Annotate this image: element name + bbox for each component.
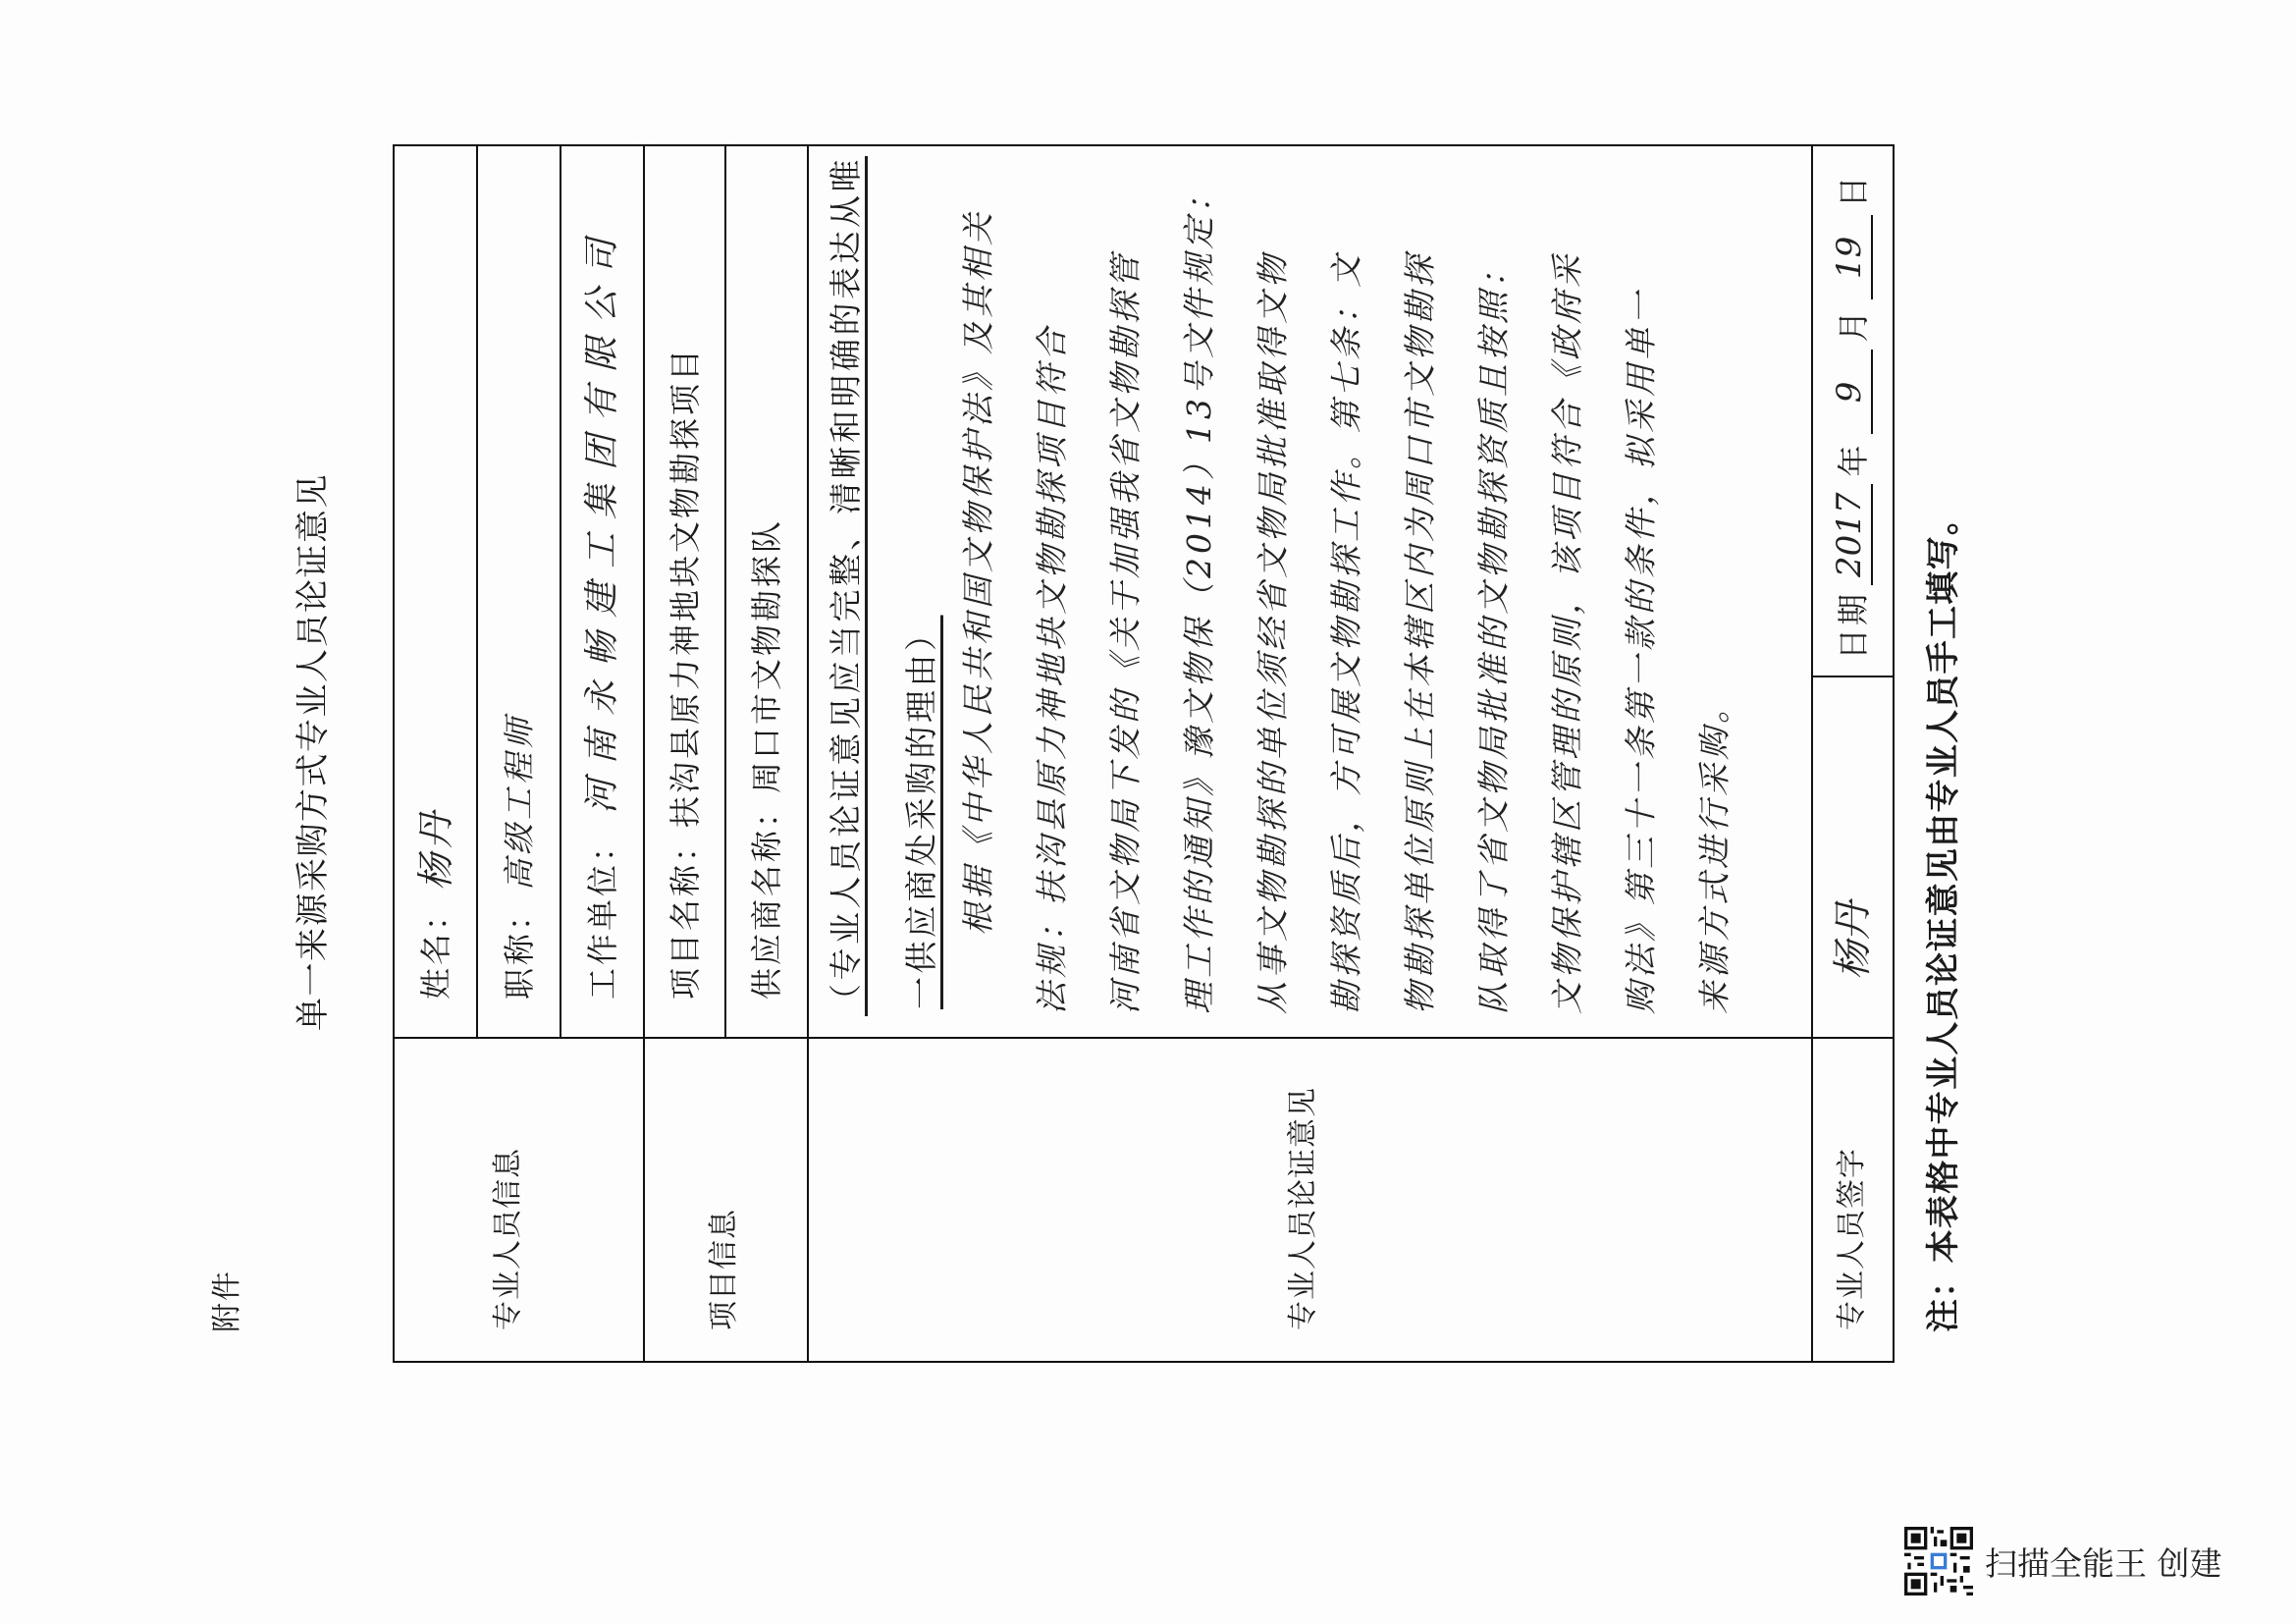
opinion-instruction-line: （专业人员论证意见应当完整、清晰和明确的表达从唯 — [827, 156, 865, 1016]
opinion-text-line: 购法》第三十一条第一款的条件，拟采用单一 — [1622, 288, 1660, 1014]
footer-note: 注：本表格中专业人员论证意见由专业人员手工填写。 — [1924, 500, 1963, 1332]
signature-value: 杨丹 — [1830, 901, 1876, 980]
opinion-text-line: 河南省文物局下发的《关于加强我省文物勘探管 — [1106, 251, 1145, 1014]
section-project-info: 项目信息 — [707, 1209, 741, 1330]
opinion-text-line: 从事文物勘探的单位须经省文物局批准取得文物 — [1254, 251, 1292, 1014]
signature-cell — [1813, 901, 1893, 980]
name-label: 姓名： — [416, 895, 454, 1000]
attachment-label: 附件 — [210, 1270, 244, 1332]
opinion-instruction-line: 一供应商处采购的理由） — [902, 615, 940, 1009]
job-title-row — [478, 714, 560, 1000]
date-label: 日期 — [1834, 590, 1872, 660]
project-name-row — [645, 347, 724, 1000]
opinion-text-line: 勘探资质后，方可展文物勘探工作。第七条：文 — [1327, 251, 1365, 1014]
opinion-text-line: 队取得了省文物局批准的文物勘探资质且按照： — [1474, 251, 1513, 1014]
section-staff-info: 专业人员信息 — [491, 1148, 525, 1330]
opinion-text-line: 文物保护辖区管理的原则，该项目符合《政府采 — [1548, 251, 1586, 1014]
watermark-text: 扫描全能王 创建 — [1985, 1544, 2222, 1583]
date-day-value: 19 — [1833, 215, 1873, 299]
name-row — [395, 808, 476, 1000]
date-month-unit: 月 — [1834, 307, 1872, 343]
section-opinion: 专业人员论证意见 — [1286, 1087, 1320, 1330]
document-title: 单一来源采购方式专业人员论证意见 — [294, 473, 333, 1031]
date-month-value: 9 — [1833, 350, 1873, 434]
date-cell — [1813, 171, 1893, 660]
employer-row — [561, 225, 643, 1000]
employer-label: 工作单位： — [583, 827, 621, 1000]
job-title-value: 高级工程师 — [500, 713, 538, 891]
table-rule — [1811, 676, 1893, 677]
opinion-text-line: 法规：扶沟县原力神地块文物勘探项目符合 — [1033, 324, 1071, 1014]
table-rule — [807, 146, 809, 1361]
name-value: 杨丹 — [413, 807, 457, 891]
date-day-unit: 日 — [1834, 173, 1872, 208]
employer-value: 河南永畅建工集团有限公司 — [581, 224, 622, 814]
supplier-name-value: 周口市文物勘探队 — [748, 517, 785, 793]
section-signature: 专业人员签字 — [1835, 1148, 1869, 1330]
date-year-unit: 年 — [1834, 442, 1872, 477]
opinion-text-line: 物勘探单位原则上在本辖区内为周口市文物勘探 — [1401, 251, 1439, 1014]
date-year-value: 2017 — [1833, 484, 1873, 585]
project-name-label: 项目名称： — [666, 827, 704, 1000]
opinion-text-line: 来源方式进行采购。 — [1695, 687, 1734, 1014]
supplier-name-row — [726, 518, 807, 1000]
qr-code-icon — [1904, 1527, 1973, 1596]
opinion-form-table — [393, 144, 1895, 1363]
job-title-label: 职称： — [500, 895, 538, 1000]
opinion-text-line: 理工作的通知》豫文物保（2014）13号文件规定： — [1180, 177, 1218, 1014]
opinion-text-line: 根据《中华人民共和国文物保护法》及其相关 — [959, 209, 997, 936]
supplier-name-label: 供应商名称： — [748, 792, 785, 1000]
project-name-value: 扶沟县原力神地块文物勘探项目 — [666, 346, 704, 828]
table-rule — [395, 1037, 1893, 1039]
